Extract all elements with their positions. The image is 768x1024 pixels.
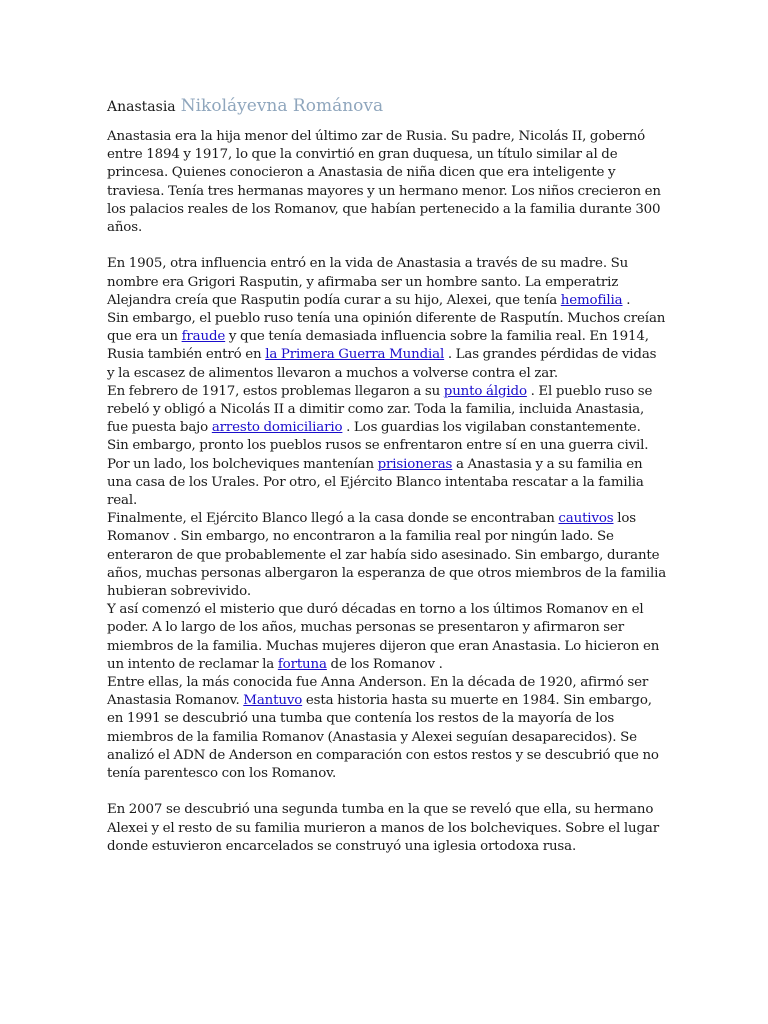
paragraph-text: Sin embargo, el pueblo ruso tenía una opinión diferente de Rasputín. Muchos creían que era un	[107, 311, 666, 345]
paragraph-text: Entre ellas, la más conocida fue Anna Anderson. En la década de 1920, afirmó ser Anastasia Romanov.	[107, 675, 649, 709]
inline-link[interactable]: prisioneras	[377, 456, 453, 472]
inline-link[interactable]: fortuna	[277, 656, 327, 672]
document-title	[107, 95, 383, 118]
inline-link[interactable]: arresto domiciliario	[211, 420, 343, 436]
paragraph-text: . Las grandes pérdidas de vidas y la escasez de alimentos llevaron a muchos a volverse contra el zar.	[107, 347, 657, 381]
paragraph	[107, 437, 667, 510]
paragraph-text: de los Romanov .	[326, 656, 443, 672]
inline-link[interactable]: Mantuvo	[243, 693, 303, 709]
paragraph	[107, 383, 667, 438]
inline-link[interactable]: la Primera Guerra Mundial	[265, 347, 445, 363]
paragraph-text: y que tenía demasiada influencia sobre la familia real. En 1914, Rusia también entró en	[107, 329, 649, 363]
paragraph	[107, 255, 667, 310]
inline-link[interactable]: cautivos	[558, 511, 614, 527]
paragraph-text: los Romanov . Sin embargo, no encontraron a la familia real por ningún lado. Se enteraron de que probablemente el zar había sido asesinado. Sin embargo, durante años, muchas personas albergaron la esperanza de que otros miembros de la familia hubieran sobrevivido.	[107, 511, 667, 600]
paragraph	[107, 601, 667, 674]
paragraph	[107, 674, 667, 783]
paragraph-text: . El pueblo ruso se rebeló y obligó a Nicolás II a dimitir como zar. Toda la familia, incluida Anastasia, fue puesta bajo	[107, 383, 653, 436]
paragraph-text: En 2007 se descubrió una segunda tumba en la que se reveló que ella, su hermano Alexei y el resto de su familia murieron a manos de los bolcheviques. Sobre el lugar donde estuvieron encarcelados se construyó una iglesia ortodoxa rusa.	[107, 802, 659, 854]
paragraph	[107, 801, 667, 856]
title-first-name: Anastasia	[107, 99, 176, 115]
inline-link[interactable]: hemofilia	[560, 292, 623, 308]
paragraph	[107, 310, 667, 383]
paragraph-text: . Los guardias los vigilaban constantemente.	[342, 420, 641, 436]
paragraph-text: Finalmente, el Ejército Blanco llegó a la casa donde se encontraban	[107, 511, 559, 527]
paragraph-text: En febrero de 1917, estos problemas llegaron a su	[107, 383, 444, 399]
paragraph-text: Sin embargo, pronto los pueblos rusos se enfrentaron entre sí en una guerra civil. Por un lado, los bolcheviques mantenían	[107, 438, 649, 472]
paragraph	[107, 128, 667, 237]
paragraph-text: Anastasia era la hija menor del último zar de Rusia. Su padre, Nicolás II, gobernó entre 1894 y 1917, lo que la convirtió en gran duquesa, un título similar al de princesa. Quienes conocieron a Anastasia de niña dicen que era inteligente y traviesa. Tenía tres hermanas mayores y un hermano menor. Los niños crecieron en los palacios reales de los Romanov, que habían pertenecido a la familia durante 300 años.	[107, 129, 661, 236]
document-body	[107, 128, 667, 856]
paragraph-text: a Anastasia y a su familia en una casa de los Urales. Por otro, el Ejército Blanco intentaba rescatar a la familia real.	[107, 456, 644, 509]
inline-link[interactable]: punto álgido	[443, 383, 527, 399]
paragraph-text: esta historia hasta su muerte en 1984. Sin embargo, en 1991 se descubrió una tumba que contenía los restos de la mayoría de los miembros de la familia Romanov (Anastasia y Alexei seguían desaparecidos). Se analizó el ADN de Anderson en comparación con estos restos y se descubrió que no tenía parentesco con los Romanov.	[107, 693, 659, 782]
paragraph-text: En 1905, otra influencia entró en la vida de Anastasia a través de su madre. Su nombre era Grigori Rasputin, y afirmaba ser un hombre santo. La emperatriz Alejandra creía que Rasputin podía curar a su hijo, Alexei, que tenía	[107, 256, 629, 308]
paragraph-text: .	[622, 292, 631, 308]
paragraph-text: Y así comenzó el misterio que duró décadas en torno a los últimos Romanov en el poder. A lo largo de los años, muchas personas se presentaron y afirmaron ser miembros de la familia. Muchas mujeres dijeron que eran Anastasia. Lo hicieron en un intento de reclamar la	[107, 602, 660, 672]
inline-link[interactable]: fraude	[181, 329, 226, 345]
paragraph	[107, 510, 667, 601]
title-rest-name: Nikoláyevna Románova	[180, 96, 384, 116]
